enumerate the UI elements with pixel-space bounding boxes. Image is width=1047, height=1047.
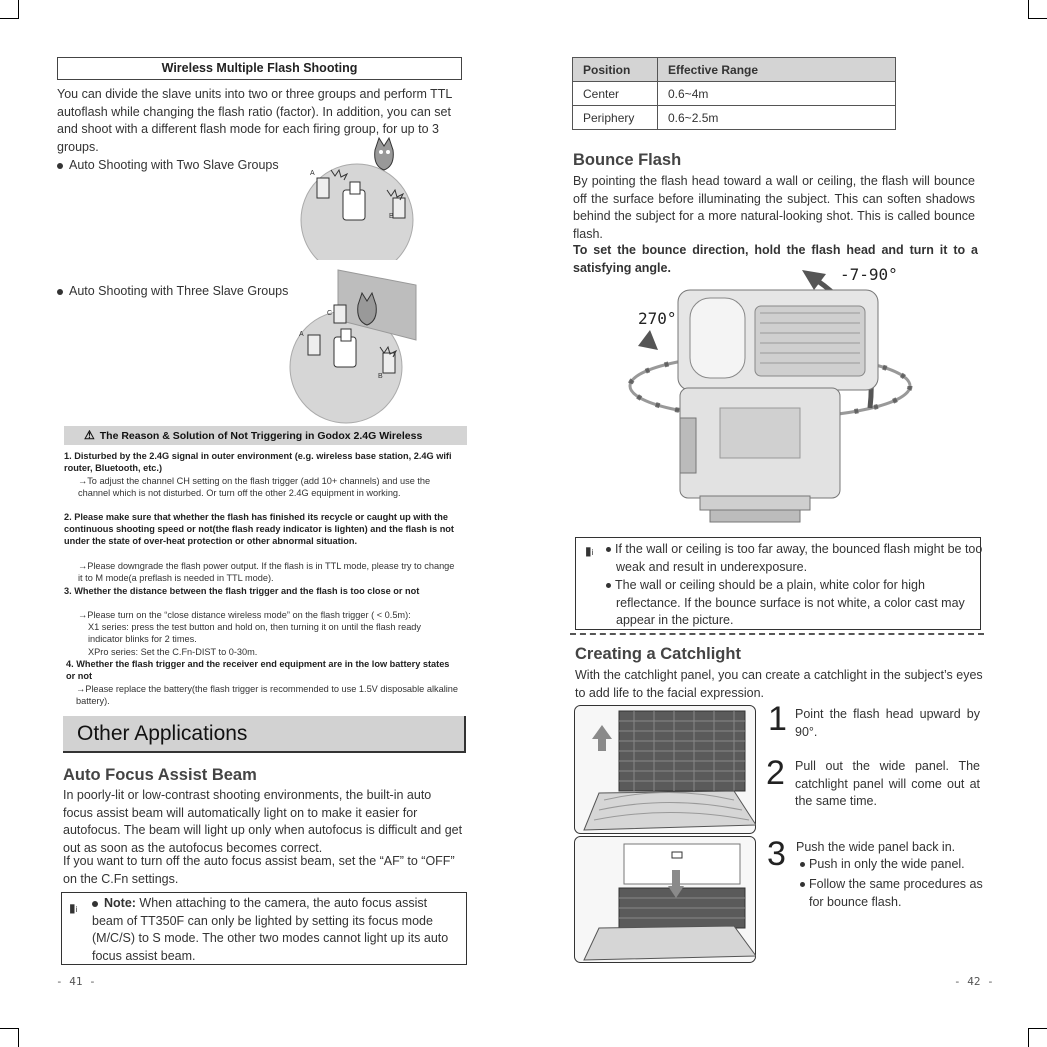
issue-4-body: →Please replace the battery(the flash trigger is recommended to use 1.5V disposable alkaline battery). xyxy=(76,684,459,707)
bounce-note-box xyxy=(575,537,981,630)
issue-2-title-text: 2. Please make sure that whether the flash has finished its recycle or caught up with the continuous shooting speed or not(the flash ready indicator is lighten) and the flash is not under the state of over-heat protection or other abnormal situation. xyxy=(64,512,454,547)
table-cell: Center xyxy=(573,82,658,106)
step-3-bullet-2 xyxy=(800,876,991,911)
other-applications-label: Other Applications xyxy=(77,722,248,745)
crop-mark xyxy=(1028,1028,1029,1047)
step-1-number: 1 xyxy=(768,700,787,738)
issue-3-title xyxy=(64,585,464,597)
step-3-number: 3 xyxy=(767,835,786,873)
angle-horizontal-label: 270° xyxy=(638,309,677,328)
bounce-note-2 xyxy=(606,577,984,630)
crop-mark xyxy=(1028,1028,1047,1029)
issue-2-body: →Please downgrade the flash power output. If the flash is in TTL mode, please try to change it to M mode(a preflash is needed in TTL mode). xyxy=(78,561,455,584)
page-number-left: - 41 - xyxy=(56,975,96,988)
crop-mark xyxy=(0,1028,19,1029)
bounce-flash-illustration xyxy=(620,268,920,530)
bullet-dot xyxy=(606,547,611,552)
crop-mark xyxy=(1028,18,1047,19)
page-number-right: - 42 - xyxy=(954,975,994,988)
table-cell: 0.6~4m xyxy=(658,82,896,106)
issue-3-body-2: X1 series: press the test button and hold on, then turning it on until the flash ready indicator blinks for 2 times. xyxy=(88,622,422,645)
issue-4-title-text: 4. Whether the flash trigger and the receiver end equipment are in the low battery states or not xyxy=(66,659,450,682)
crop-mark xyxy=(0,18,19,19)
wireless-paragraph: You can divide the slave units into two or three groups and perform TTL autoflash while changing the flash ratio (factor). In addition, you can set and shoot with a different flash mode for each firing group, for up to 3 groups. xyxy=(57,87,452,154)
catchlight-illustration-1 xyxy=(574,705,756,835)
bounce-note-1 xyxy=(606,541,984,576)
wireless-title: Wireless Multiple Flash Shooting xyxy=(57,57,462,80)
note-body: When attaching to the camera, the auto focus assist beam of TT350F can only be lighted by setting its focus mode (M/C/S) to S mode. The other two modes cannot light up its auto focus assist beam. xyxy=(92,896,449,963)
issue-3-body-3: XPro series: Set the C.Fn-DIST to 0-30m. xyxy=(88,647,258,657)
bounce-note-1-text: If the wall or ceiling is too far away, the bounced flash might be too weak and result in underexposure. xyxy=(615,542,983,574)
warning-title: The Reason & Solution of Not Triggering in Godox 2.4G Wireless xyxy=(99,430,423,442)
af-paragraph: In poorly-lit or low-contrast shooting environments, the built-in auto focus assist beam will automatically light on to make it easier for autofocus. The beam will light up only when autofocus is difficult and get out as soon as the autofocus becomes correct. xyxy=(63,788,463,855)
af-note-text xyxy=(92,895,457,965)
step-1-text: Point the flash head upward by 90°. xyxy=(795,707,980,739)
catchlight-illustration-2 xyxy=(574,836,756,964)
table-header-cell: Position xyxy=(573,58,658,82)
table-header-cell: Effective Range xyxy=(658,58,896,82)
table-cell: Periphery xyxy=(573,106,658,130)
warning-bar xyxy=(64,426,467,445)
catchlight-title: Creating a Catchlight xyxy=(575,645,741,663)
bullet-dot xyxy=(57,163,63,169)
step-2-text: Pull out the wide panel. The catchlight panel will come out at the same time. xyxy=(795,759,980,808)
bullet-two-label: Auto Shooting with Two Slave Groups xyxy=(69,158,279,172)
issue-3-body-1: →Please turn on the “close distance wireless mode” on the flash trigger ( < 0.5m): xyxy=(78,610,411,620)
af-paragraph-2: If you want to turn off the auto focus assist beam, set the “AF” to “OFF” on the C.Fn settings. xyxy=(63,854,455,886)
step-2-number: 2 xyxy=(766,754,785,792)
issue-4-title xyxy=(66,658,456,682)
issue-2-title xyxy=(64,511,474,548)
issue-1-body: →To adjust the channel CH setting on the flash trigger (add 10+ channels) and use the channel which is not disturbed. Or turn off the other 2.4G equipment in working. xyxy=(78,476,431,499)
bounce-title: Bounce Flash xyxy=(573,151,682,169)
af-title: Auto Focus Assist Beam xyxy=(63,766,257,784)
label-b: B xyxy=(389,213,394,220)
label-a: A xyxy=(310,170,315,177)
step-3-bullet-1-text: Push in only the wide panel. xyxy=(809,857,965,871)
step-3-bullet-2-text: Follow the same procedures as for bounce flash. xyxy=(809,877,983,909)
angle-vertical-label: -7-90° xyxy=(840,265,898,284)
table-cell: 0.6~2.5m xyxy=(658,106,896,130)
bullet-three-label: Auto Shooting with Three Slave Groups xyxy=(69,284,289,298)
three-group-illustration xyxy=(288,265,428,425)
bullet-dot xyxy=(800,882,805,887)
crop-mark xyxy=(18,1028,19,1047)
step-3-text: Push the wide panel back in. xyxy=(796,840,956,854)
bullet-dot xyxy=(800,862,805,867)
bullet-two-groups xyxy=(57,158,279,172)
issue-1-title-text: 1. Disturbed by the 2.4G signal in outer environment (e.g. wireless base station, 2.4G wifi router, Bluetooth, etc.) xyxy=(64,451,452,474)
bullet-dot xyxy=(92,901,98,907)
table-row xyxy=(573,82,896,106)
table-header-row xyxy=(573,58,896,82)
label-c: C xyxy=(327,310,333,317)
af-note-box xyxy=(61,892,467,965)
crop-mark xyxy=(1028,0,1029,19)
bullet-dot xyxy=(606,583,611,588)
catchlight-paragraph: With the catchlight panel, you can create a catchlight in the subject’s eyes to add life to the facial expression. xyxy=(575,668,983,700)
table-row xyxy=(573,106,896,130)
crop-mark xyxy=(18,0,19,19)
two-group-illustration xyxy=(295,130,425,260)
bounce-note-2-text: The wall or ceiling should be a plain, white color for high reflectance. If the bounce surface is not white, a color cast may appear in the picture. xyxy=(615,578,965,627)
note-icon: ▮i xyxy=(585,544,594,558)
issue-1-title xyxy=(64,450,464,474)
bullet-three-groups xyxy=(57,284,288,298)
label-a: A xyxy=(299,331,304,338)
note-icon: ▮i xyxy=(69,901,78,915)
issue-3-title-text: 3. Whether the distance between the flash trigger and the flash is too close or not xyxy=(64,586,420,596)
step-3-bullet-1 xyxy=(800,856,985,874)
other-applications-heading xyxy=(63,716,466,753)
note-label: Note: xyxy=(104,896,136,910)
warning-icon: ⚠ xyxy=(84,428,95,442)
bounce-paragraph: By pointing the flash head toward a wall or ceiling, the flash will bounce off the surface before illuminating the subject. This can soften shadows behind the subject for a more natural-looking shot. This is called bounce flash. xyxy=(573,174,975,241)
bounce-instruction: To set the bounce direction, hold the flash head and turn it to a satisfying angle. xyxy=(573,243,978,275)
bullet-dot xyxy=(57,289,63,295)
effective-range-table xyxy=(572,57,896,130)
label-b: B xyxy=(378,373,383,380)
section-divider xyxy=(570,633,984,635)
